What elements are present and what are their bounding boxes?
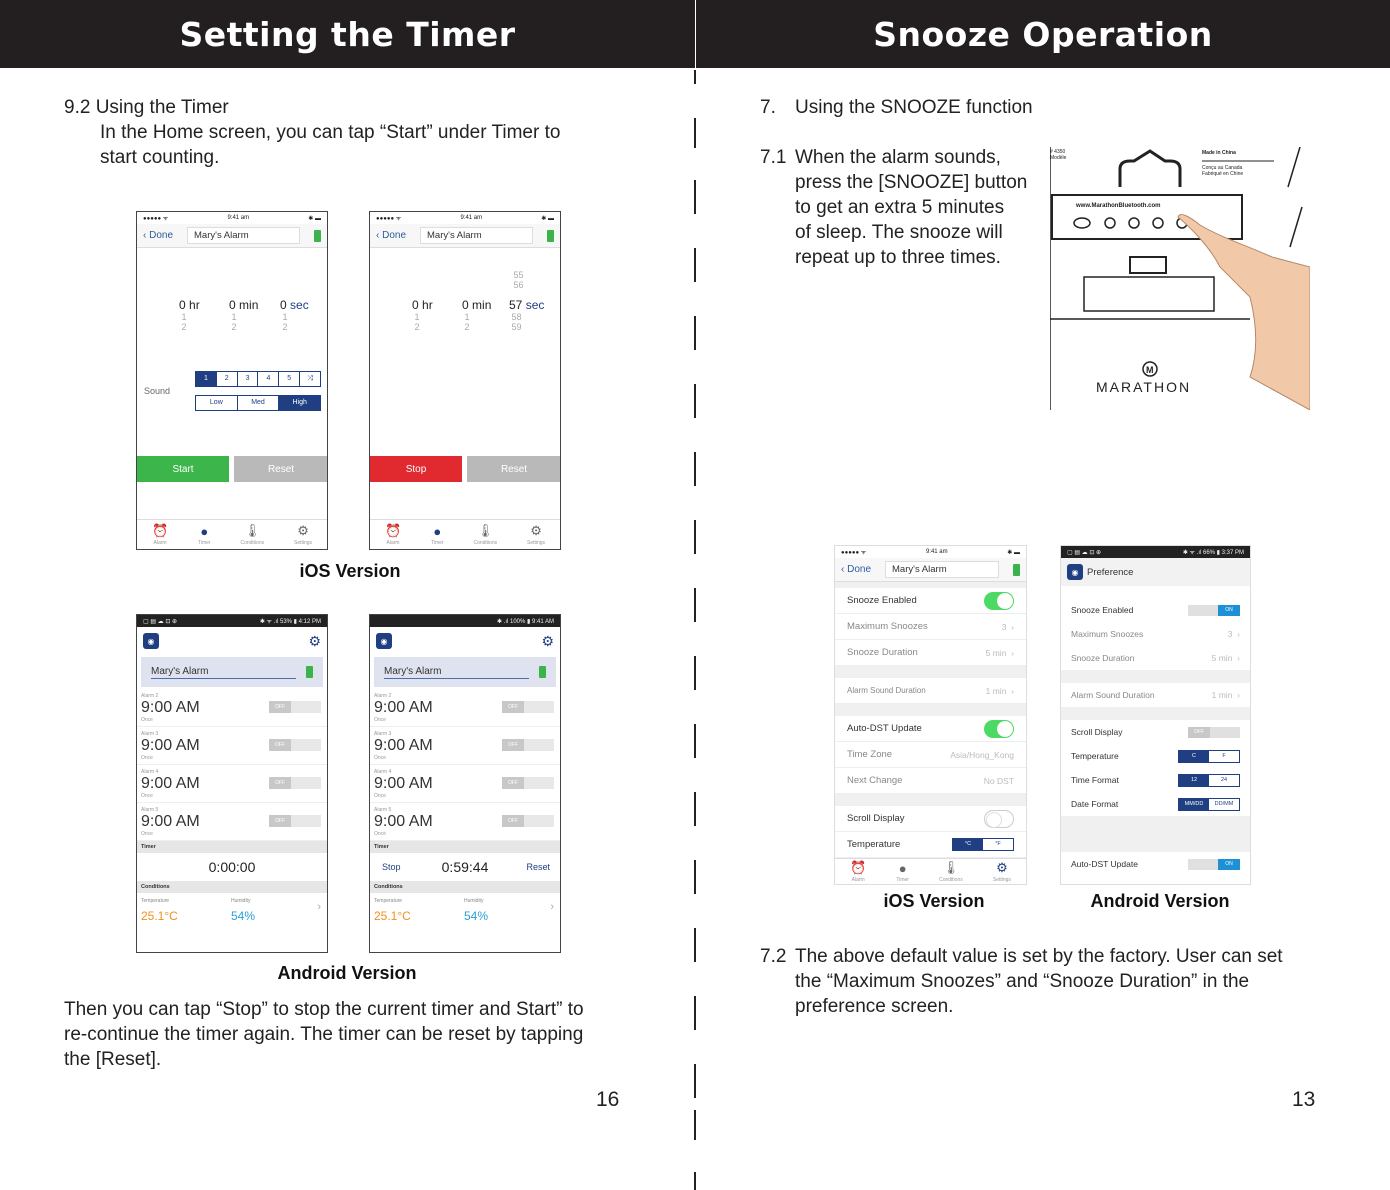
app-logo-icon: ◉ xyxy=(143,633,159,649)
alarm-name-field[interactable]: Mary's Alarm xyxy=(420,227,533,244)
alarm-toggle[interactable]: OFF xyxy=(269,701,321,713)
thermometer-icon: 🌡 xyxy=(477,523,494,538)
item-7-2-line-1: The above default value is set by the factory. User can set xyxy=(795,946,1283,967)
scroll-display-toggle[interactable] xyxy=(984,810,1014,828)
timer-value: 0:59:44 xyxy=(441,859,489,875)
marathon-logo: M xyxy=(1146,365,1154,375)
sound-selector[interactable]: 1 2 3 4 5 ⤨ xyxy=(195,371,321,387)
second-picker[interactable]: 0 sec 1 2 xyxy=(280,298,309,332)
snooze-duration-row[interactable]: Snooze Duration 5 min › xyxy=(1071,653,1240,663)
alarm-name-bar[interactable] xyxy=(141,657,323,687)
scroll-display-switch[interactable]: OFF xyxy=(1188,727,1240,738)
scroll-display-row: Scroll Display OFF xyxy=(1061,720,1250,744)
snooze-enabled-toggle[interactable] xyxy=(984,592,1014,610)
timer-display xyxy=(370,853,560,881)
auto-dst-row: Auto-DST Update xyxy=(835,716,1026,742)
chevron-right-icon: › xyxy=(317,901,321,913)
temperature-selector[interactable]: C F xyxy=(1178,750,1240,763)
tab-bar xyxy=(370,519,560,549)
ios-version-caption-left: iOS Version xyxy=(299,561,401,581)
battery-icon xyxy=(539,666,546,678)
snooze-enabled-row: Snooze Enabled xyxy=(835,588,1026,614)
ios-version-caption-right: iOS Version xyxy=(883,891,985,911)
time-format-row: Time Format 12 24 xyxy=(1061,768,1250,792)
alarm-name: Mary's Alarm xyxy=(384,666,529,679)
status-bar: ●●●●● ᯤ 9:41 am ✱ ▬ xyxy=(841,549,1020,556)
chevron-right-icon: › xyxy=(550,901,554,913)
back-button[interactable]: ‹ Done xyxy=(143,230,174,241)
item-7-1-line-1: When the alarm sounds, xyxy=(795,147,1001,168)
snooze-duration-row[interactable]: Snooze Duration 5 min › xyxy=(835,640,1026,666)
item-7-2-number: 7.2 xyxy=(760,946,787,967)
item-7-1-line-3: to get an extra 5 minutes xyxy=(795,197,1005,218)
next-change-row: Next Change No DST xyxy=(835,768,1026,794)
gear-icon: ⚙ xyxy=(530,523,542,538)
alarm-toggle[interactable]: OFF xyxy=(502,739,554,751)
right-header-title: Snooze Operation xyxy=(873,14,1213,54)
model-label: # 4350 Modèle xyxy=(1050,149,1067,161)
intro-line-2: start counting. xyxy=(100,147,220,168)
hour-picker[interactable]: 0 hr 1 2 xyxy=(412,298,433,332)
battery-icon xyxy=(547,230,554,242)
app-logo-icon: ◉ xyxy=(376,633,392,649)
device-url: www.MarathonBluetooth.com xyxy=(1076,203,1161,209)
app-bar xyxy=(137,627,327,655)
sound-label: Sound xyxy=(144,386,171,396)
gear-icon[interactable]: ⚙ xyxy=(308,632,321,649)
alarm-row[interactable]: Alarm 4 9:00 AM Once OFF xyxy=(137,765,327,803)
battery-icon xyxy=(1013,564,1020,576)
timer-icon: ● xyxy=(898,860,907,876)
second-picker[interactable]: 57 sec 58 59 xyxy=(509,298,545,332)
item-7-2-line-2: the “Maximum Snoozes” and “Snooze Duration” in the xyxy=(795,971,1250,992)
alarm-name: Mary's Alarm xyxy=(151,666,296,679)
ios-timer-running-screen xyxy=(369,211,561,550)
alarm-toggle[interactable]: OFF xyxy=(502,701,554,713)
tab-alarm[interactable]: ⏰ Alarm xyxy=(850,860,867,883)
time-format-selector[interactable]: 12 24 xyxy=(1178,774,1240,787)
left-header-title: Setting the Timer xyxy=(179,14,516,54)
temperature-value: 25.1°C xyxy=(141,909,178,923)
alarm-toggle[interactable]: OFF xyxy=(269,739,321,751)
android-timer-idle-screen xyxy=(136,614,328,953)
alarm-name-field[interactable]: Mary's Alarm xyxy=(885,561,999,578)
left-header xyxy=(0,0,695,68)
alarm-clock-icon: ⏰ xyxy=(850,860,867,875)
ios-settings-screen xyxy=(834,545,1027,885)
status-time: 9:41 am xyxy=(227,215,250,221)
nav-bar xyxy=(835,558,1026,582)
outro-line-3: the [Reset]. xyxy=(64,1049,162,1070)
thermometer-icon: 🌡 xyxy=(942,860,960,875)
temperature-unit-row: Temperature °C °F xyxy=(835,832,1026,858)
status-bar: ✱ .ıl 100% ▮ 9:41 AM xyxy=(370,615,560,627)
timer-reset-button[interactable]: Reset xyxy=(526,862,550,872)
humidity-value: 54% xyxy=(464,909,489,923)
device-drawing xyxy=(1050,147,1310,410)
timer-icon: ● xyxy=(200,523,209,539)
back-button[interactable]: ‹ Done xyxy=(376,230,407,241)
tab-settings[interactable]: ⚙ Settings xyxy=(992,860,1011,883)
app-bar xyxy=(1061,558,1250,586)
tab-timer[interactable]: ● Timer xyxy=(896,860,909,883)
tab-settings[interactable]: ⚙ Settings xyxy=(293,523,313,546)
conditions-section-header: Conditions xyxy=(137,881,327,893)
tab-alarm[interactable]: ⏰ Alarm xyxy=(384,523,402,546)
alarm-clock-icon: ⏰ xyxy=(151,523,169,538)
item-7-2-line-3: preference screen. xyxy=(795,996,954,1017)
tab-timer[interactable]: ● Timer xyxy=(198,523,211,546)
auto-dst-switch[interactable]: ON xyxy=(1188,859,1240,870)
snooze-enabled-switch[interactable]: ON xyxy=(1188,605,1240,616)
stop-button[interactable]: Stop xyxy=(370,456,462,482)
intro-line-1: In the Home screen, you can tap “Start” under Timer to xyxy=(100,122,561,143)
status-carrier: ●●●●● ᯤ xyxy=(376,216,402,222)
tab-bar xyxy=(835,858,1026,884)
status-bar: ▢ ▤ ☁ ⊡ ⊕ ✱ ᯤ .ıl 53% ▮ 4:12 PM xyxy=(137,615,327,627)
status-bar xyxy=(370,212,560,224)
thermometer-icon: 🌡 xyxy=(244,523,261,538)
item-7-1-line-2: press the [SNOOZE] button xyxy=(795,172,1028,193)
timer-icon: ● xyxy=(433,523,442,539)
max-snoozes-row[interactable]: Maximum Snoozes 3 › xyxy=(1071,629,1240,639)
alarm-toggle[interactable]: OFF xyxy=(502,815,554,827)
status-carrier: ●●●●● ᯤ xyxy=(143,216,169,222)
nav-bar xyxy=(137,224,327,248)
item-7-1-line-4: of sleep. The snooze will xyxy=(795,222,1003,243)
alarm-clock-icon: ⏰ xyxy=(384,523,402,538)
temperature-unit-selector[interactable]: °C °F xyxy=(952,838,1014,851)
reset-button[interactable]: Reset xyxy=(234,456,328,482)
timer-section-header: Timer xyxy=(370,841,560,853)
tab-conditions[interactable]: 🌡 Conditions xyxy=(939,860,963,883)
alarm-name-field[interactable]: Mary's Alarm xyxy=(187,227,300,244)
alarm-row[interactable]: Alarm 2 9:00 AM Once OFF xyxy=(137,689,327,727)
back-button[interactable]: ‹ Done xyxy=(841,564,872,575)
android-timer-running-screen xyxy=(369,614,561,953)
date-format-row: Date Format MM/DD DD/MM xyxy=(1061,792,1250,816)
time-zone-row[interactable]: Time Zone Asia/Hong_Kong xyxy=(835,742,1026,768)
temperature-row: Temperature C F xyxy=(1061,744,1250,768)
back-label: Done xyxy=(149,230,174,241)
auto-dst-row: Auto-DST Update ON xyxy=(1061,852,1250,876)
alarm-row[interactable]: Alarm 5 9:00 AM Once OFF xyxy=(370,803,560,841)
minute-picker[interactable]: 0 min 1 2 xyxy=(229,298,259,332)
status-bar: ▢ ▤ ☁ ⊡ ⊕ ✱ ᯤ .ıl 66% ▮ 3:37 PM xyxy=(1061,546,1250,558)
item-7-1-line-5: repeat up to three times. xyxy=(795,247,1001,268)
humidity-label: Humidity xyxy=(464,898,484,904)
item-7-number: 7. xyxy=(760,97,776,118)
status-battery: ✱ ▬ xyxy=(541,215,554,222)
status-bar xyxy=(137,212,327,224)
alarm-sound-duration-row[interactable]: Alarm Sound Duration 1 min › xyxy=(1071,690,1240,700)
alarm-row[interactable]: Alarm 3 9:00 AM Once OFF xyxy=(370,727,560,765)
made-in-label: Made in China xyxy=(1202,150,1236,156)
android-version-caption-left: Android Version xyxy=(277,963,417,983)
date-format-selector[interactable]: MM/DD DD/MM xyxy=(1178,798,1240,811)
alarm-row[interactable]: Alarm 3 9:00 AM Once OFF xyxy=(137,727,327,765)
temperature-label: Temperature xyxy=(141,898,170,904)
item-7-text: Using the SNOOZE function xyxy=(795,97,1033,118)
conditions-row[interactable] xyxy=(370,893,560,929)
alarm-row[interactable]: Alarm 2 9:00 AM Once OFF xyxy=(370,689,560,727)
app-logo-icon[interactable]: ◉ xyxy=(1067,564,1083,580)
conditions-row[interactable] xyxy=(137,893,327,929)
status-battery: ✱ ▬ xyxy=(308,215,321,222)
max-snoozes-row[interactable]: Maximum Snoozes 3 › xyxy=(835,614,1026,640)
ios-timer-start-screen xyxy=(136,211,328,550)
tab-conditions[interactable]: 🌡 Conditions xyxy=(240,523,265,546)
auto-dst-toggle[interactable] xyxy=(984,720,1014,738)
timer-stop-button[interactable]: Stop xyxy=(382,862,401,872)
nav-bar xyxy=(370,224,560,248)
timer-section-header: Timer xyxy=(137,841,327,853)
gear-icon[interactable]: ⚙ xyxy=(541,632,554,649)
alarm-name-bar[interactable] xyxy=(374,657,556,687)
gear-icon: ⚙ xyxy=(996,860,1008,875)
alarm-sound-duration-row[interactable]: Alarm Sound Duration 1 min › xyxy=(835,678,1026,704)
battery-icon xyxy=(306,666,313,678)
tab-timer[interactable]: ● Timer xyxy=(431,523,444,546)
snooze-enabled-row: Snooze Enabled ON xyxy=(1061,598,1250,622)
humidity-label: Humidity xyxy=(231,898,251,904)
page-number-right: 13 xyxy=(1292,1088,1316,1111)
tab-bar xyxy=(137,519,327,549)
item-7-1-number: 7.1 xyxy=(760,147,787,168)
timer-display: 0:00:00 xyxy=(208,859,256,875)
alarm-toggle[interactable]: OFF xyxy=(502,777,554,789)
tab-conditions[interactable]: 🌡 Conditions xyxy=(473,523,498,546)
start-button[interactable]: Start xyxy=(137,456,229,482)
outro-line-1: Then you can tap “Stop” to stop the current timer and Start” to xyxy=(64,999,584,1020)
volume-selector[interactable]: Low Med High xyxy=(195,395,321,411)
alarm-toggle[interactable]: OFF xyxy=(269,815,321,827)
scroll-display-row: Scroll Display xyxy=(835,806,1026,832)
alarm-row[interactable]: Alarm 4 9:00 AM Once OFF xyxy=(370,765,560,803)
tab-alarm[interactable]: ⏰ Alarm xyxy=(151,523,169,546)
outro-line-2: re-continue the timer again. The timer can be reset by tapping xyxy=(64,1024,584,1045)
conditions-section-header: Conditions xyxy=(370,881,560,893)
alarm-toggle[interactable]: OFF xyxy=(269,777,321,789)
back-label: Done xyxy=(382,230,407,241)
status-time: 9:41 am xyxy=(460,215,483,221)
alarm-row[interactable]: Alarm 5 9:00 AM Once OFF xyxy=(137,803,327,841)
hour-picker[interactable]: 0 hr 1 2 xyxy=(179,298,200,332)
humidity-value: 54% xyxy=(231,909,256,923)
minute-picker[interactable]: 0 min 1 2 xyxy=(462,298,492,332)
right-header xyxy=(696,0,1390,68)
temperature-value: 25.1°C xyxy=(374,909,411,923)
brand-name: MARATHON xyxy=(1096,379,1192,395)
page-number-left: 16 xyxy=(596,1088,620,1111)
android-version-caption-right: Android Version xyxy=(1090,891,1230,911)
android-settings-screen xyxy=(1060,545,1251,885)
clock-snooze-illustration xyxy=(1050,147,1310,410)
section-title: 9.2 Using the Timer xyxy=(64,97,229,118)
app-bar xyxy=(370,627,560,655)
reset-button[interactable]: Reset xyxy=(467,456,561,482)
tab-settings[interactable]: ⚙ Settings xyxy=(526,523,546,546)
battery-icon xyxy=(314,230,321,242)
made-in-fr-label: Conçu au Canada Fabriqué en Chine xyxy=(1202,165,1244,177)
gear-icon: ⚙ xyxy=(297,523,309,538)
temperature-label: Temperature xyxy=(374,898,403,904)
second-picker-above: 55 56 xyxy=(511,270,524,290)
preference-title: Preference xyxy=(1087,566,1134,578)
